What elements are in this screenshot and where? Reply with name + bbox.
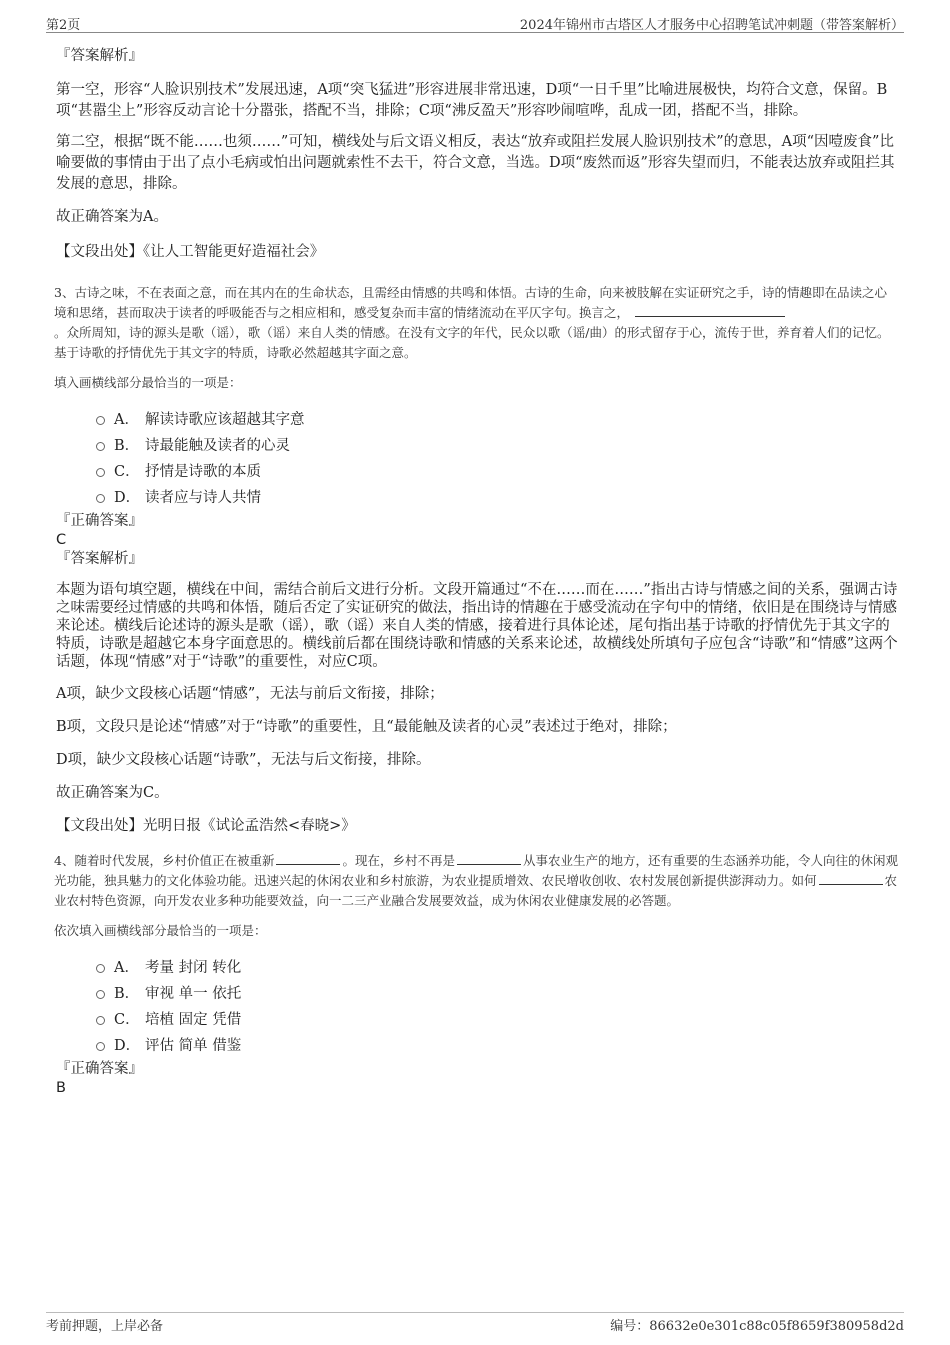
- option-list: [56, 407, 898, 511]
- question-prompt: 依次填入画横线部分最恰当的一项是：: [54, 923, 267, 938]
- question-stem: 4、随着时代发展，乡村价值正在被重新 。现在，乡村不再是 从事农业生产的地方，还有重要的生态涵养功能，令人向往的休闲观光功能，独具魅力的文化体验功能。迅速兴起的休闲农业和乡村旅游，为农业提质增效、农民增收创收、农村发展创新提供澎湃动力。如何 农业农村特色资源，向开发农业多种功能要效益，向一二三产业融合发展要效益，成为休闲农业健康发展的必答题。: [54, 853, 898, 908]
- option-c[interactable]: C． 抒情是诗歌的本质: [56, 459, 898, 485]
- analysis-label: 『答案解析』: [56, 48, 143, 64]
- footer-slogan: 考前押题，上岸必备: [46, 1319, 164, 1334]
- radio-icon[interactable]: [96, 1042, 105, 1051]
- analysis-paragraph: 本题为语句填空题，横线在中间，需结合前后文进行分析。文段开篇通过“不在……而在……”指出古诗与情感之间的关系，强调古诗之味需要经过情感的共鸣和体悟，随后否定了实证研究的做法，指出诗的情趣在于感受流动在字句中的情绪，依旧是在围绕诗与情感来论述。横线后论述诗的源头是歌（谣），歌（谣）来自人类的情感，接着进行具体论述，尾句指出基于诗歌的抒情优先于其文字的特质，诗歌是超越它本身字面意思的。横线前后都在围绕诗歌和情感的关系来论述，故横线处所填句子应包含“诗歌”和“情感”这两个话题，体现“情感”对于“诗歌”的重要性，对应C项。: [56, 582, 898, 670]
- radio-icon[interactable]: [96, 1016, 105, 1025]
- conclusion: 故正确答案为A。: [56, 209, 168, 225]
- page-number: 第2页: [46, 18, 81, 33]
- fill-blank: [635, 304, 785, 317]
- option-c[interactable]: C． 培植 固定 凭借: [56, 1007, 898, 1033]
- correct-answer: B: [56, 1080, 66, 1096]
- document-title: 2024年锦州市古塔区人才服务中心招聘笔试冲刺题（带答案解析）: [519, 18, 904, 33]
- radio-icon[interactable]: [96, 494, 105, 503]
- analysis-item-a: A项，缺少文段核心话题“情感”，无法与前后文衔接，排除；: [56, 686, 444, 702]
- analysis-paragraph: 第一空，形容“人脸识别技术”发展迅速，A项“突飞猛进”形容进展非常迅速，D项“一日千里”比喻进展极快，均符合文意，保留。B项“甚嚣尘上”形容反动言论十分嚣张，搭配不当，排除；C项“沸反盈天”形容吵闹喧哗，乱成一团，搭配不当，排除。: [56, 82, 888, 119]
- option-a[interactable]: A． 解读诗歌应该超越其字意: [56, 407, 898, 433]
- option-b[interactable]: B． 诗最能触及读者的心灵: [56, 433, 898, 459]
- page-header: [46, 14, 904, 33]
- question-stem: 3、古诗之味，不在表面之意，而在其内在的生命状态，且需经由情感的共鸣和体悟。古诗的生命，向来被肢解在实证研究之手，诗的情趣即在品读之心境和思绪，甚而取决于读者的呼吸能否与之相应相和，感受复杂而丰富的情绪流动在平仄字句。换言之， 。众所周知，诗的源头是歌（谣），歌（谣）来自人类的情感。在没有文字的年代，民众以歌（谣/曲）的形式留存于心，流传于世，养育着人们的记忆。基于诗歌的抒情优先于其文字的特质，诗歌必然超越其字面之意。: [54, 285, 890, 360]
- analysis-label: 『答案解析』: [56, 551, 143, 567]
- radio-icon[interactable]: [96, 416, 105, 425]
- correct-answer-label: 『正确答案』: [56, 1061, 143, 1077]
- option-b[interactable]: B． 审视 单一 依托: [56, 981, 898, 1007]
- radio-icon[interactable]: [96, 442, 105, 451]
- fill-blank: [819, 872, 883, 885]
- analysis-item-d: D项，缺少文段核心话题“诗歌”，无法与后文衔接，排除。: [56, 752, 431, 768]
- source-citation: 【文段出处】光明日报《试论孟浩然<春晓>》: [56, 818, 356, 834]
- document-code: 编号：86632e0e301c88c05f8659f380958d2d: [610, 1319, 904, 1334]
- source-citation: 【文段出处】《让人工智能更好造福社会》: [56, 244, 325, 260]
- fill-blank: [457, 852, 521, 865]
- option-d[interactable]: D． 读者应与诗人共情: [56, 485, 898, 511]
- option-a[interactable]: A． 考量 封闭 转化: [56, 955, 898, 981]
- radio-icon[interactable]: [96, 468, 105, 477]
- correct-answer: C: [56, 532, 67, 548]
- analysis-item-b: B项，文段只是论述“情感”对于“诗歌”的重要性，且“最能触及读者的心灵”表述过于绝对，排除；: [56, 719, 677, 735]
- question-prompt: 填入画横线部分最恰当的一项是：: [54, 375, 242, 390]
- analysis-paragraph: 第二空，根据“既不能……也须……”可知，横线处与后文语义相反，表达“放弃或阻拦发展人脸识别技术”的意思，A项“因噎废食”比喻要做的事情由于出了点小毛病或怕出问题就索性不去干，符合文意，当选。D项“废然而返”形容失望而归，不能表达放弃或阻拦其发展的意思，排除。: [56, 134, 895, 192]
- fill-blank: [276, 852, 340, 865]
- main-content: [56, 46, 898, 1097]
- radio-icon[interactable]: [96, 990, 105, 999]
- option-d[interactable]: D． 评估 简单 借鉴: [56, 1033, 898, 1059]
- option-list: [56, 955, 898, 1059]
- radio-icon[interactable]: [96, 964, 105, 973]
- page-footer: [46, 1312, 904, 1334]
- conclusion: 故正确答案为C。: [56, 785, 169, 801]
- correct-answer-label: 『正确答案』: [56, 513, 143, 529]
